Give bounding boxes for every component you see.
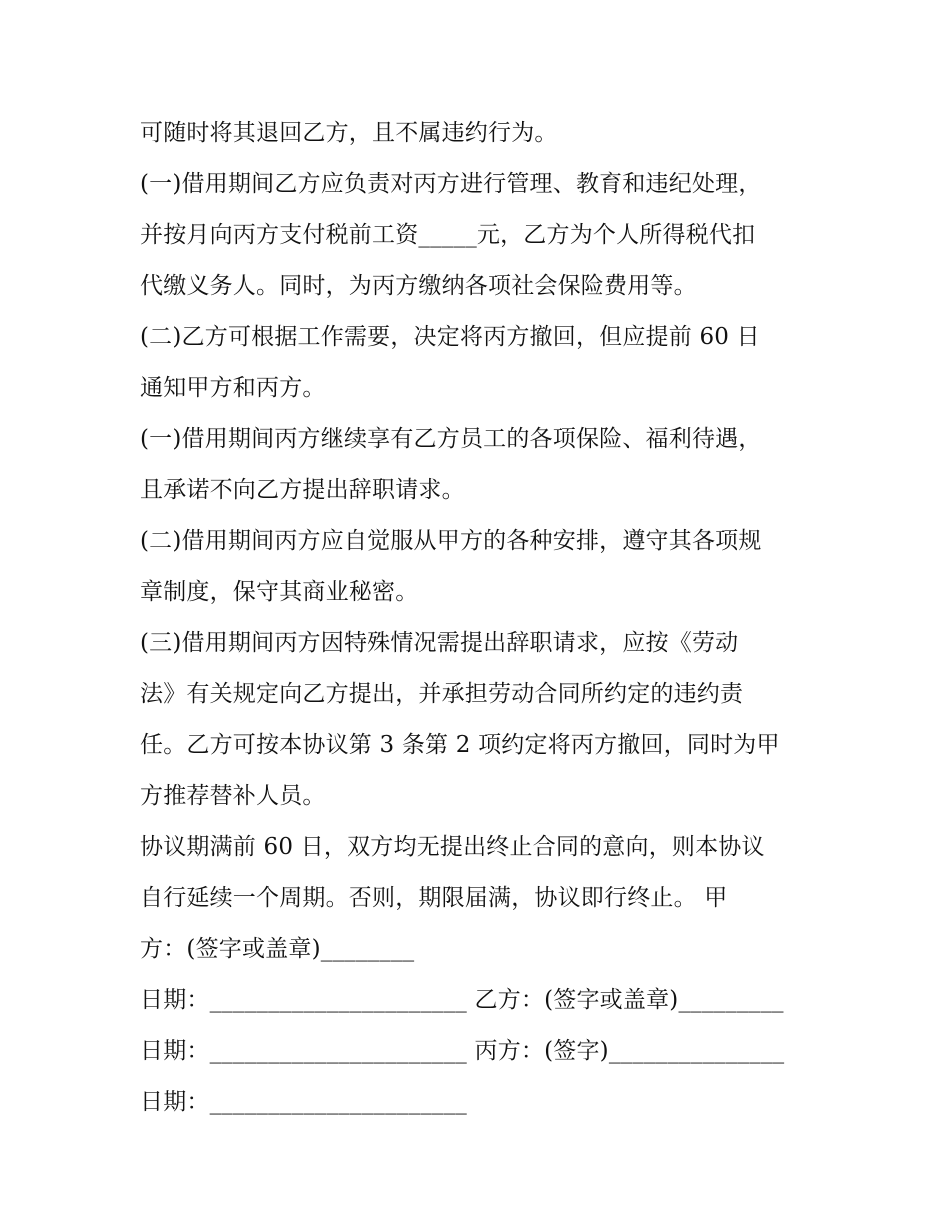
text-line: 法》有关规定向乙方提出，并承担劳动合同所约定的违约责 — [140, 681, 744, 707]
text-line: 任。乙方可按本协议第 3 条第 2 项约定将丙方撤回，同时为甲 — [140, 732, 780, 758]
text-line: (二)乙方可根据工作需要，决定将丙方撤回，但应提前 60 日 — [140, 324, 760, 350]
date-line: 日期：______________________ — [140, 1089, 467, 1115]
text-line: (一)借用期间丙方继续享有乙方员工的各项保险、福利待遇， — [140, 426, 762, 452]
signature-line-party-a: 方：(签字或盖章)________ — [140, 936, 415, 962]
text-line: (三)借用期间丙方因特殊情况需提出辞职请求，应按《劳动 — [140, 630, 739, 656]
text-line: 并按月向丙方支付税前工资_____元，乙方为个人所得税代扣 — [140, 222, 756, 248]
text-line: 且承诺不向乙方提出辞职请求。 — [140, 477, 465, 503]
document-body — [140, 108, 820, 1128]
signature-line-party-b: 日期：______________________ 乙方：(签字或盖章)_________ — [140, 987, 784, 1013]
text-line: 协议期满前 60 日，双方均无提出终止合同的意向，则本协议 — [140, 834, 765, 860]
text-line: 通知甲方和丙方。 — [140, 375, 326, 401]
text-line: 方推荐替补人员。 — [140, 783, 326, 809]
text-line: 代缴义务人。同时，为丙方缴纳各项社会保险费用等。 — [140, 273, 697, 299]
text-line: (一)借用期间乙方应负责对丙方进行管理、教育和违纪处理， — [140, 171, 762, 197]
text-line: 自行延续一个周期。否则，期限届满，协议即行终止。 甲 — [140, 885, 728, 911]
text-line: 可随时将其退回乙方，且不属违约行为。 — [140, 120, 558, 146]
text-line: 章制度，保守其商业秘密。 — [140, 579, 419, 605]
text-line: (二)借用期间丙方应自觉服从甲方的各种安排，遵守其各项规 — [140, 528, 762, 554]
signature-line-party-c: 日期：______________________ 丙方：(签字)_______________ — [140, 1038, 785, 1064]
